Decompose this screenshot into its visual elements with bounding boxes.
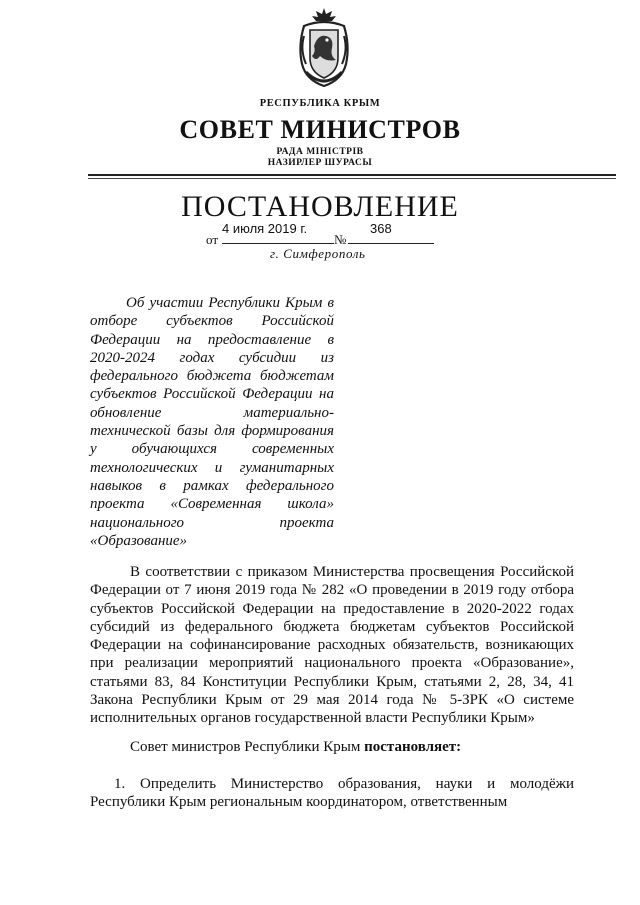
council-name-ukrainian: РАДА МІНІСТРІВ [276, 147, 364, 157]
preamble-paragraph: В соответствии с приказом Министерства просвещения Российской Федерации от 7 июня 2019 года № 282 «О проведении в 2019 году отбора субъектов Российской Федерации на предоставление в 2020-2022 годах субсидий из федерального бюджета бюджетам субъектов Российской Федерации на софинансирование расходных обязательств, возникающих при реализации мероприятий национального проекта «Образование», статьями 83, 84 Конституции Республики Крым, статьями 2, 28, 34, 41 Закона Республики Крым от 29 мая 2014 года № 5-ЗРК «О системе исполнительных органов государственной власти Республики Крым» [90, 564, 574, 727]
header-divider-thick [88, 174, 616, 176]
date-number-line [206, 222, 446, 246]
from-label: от [206, 232, 219, 247]
point-1-paragraph: 1. Определить Министерство образования, науки и молодёжи Республики Крым региональным координатором, ответственным [90, 776, 574, 811]
decree-subject: Об участии Республики Крым в отборе субъектов Российской Федерации на предоставление в 2020-2024 годах субсидии из федерального бюджета бюджетам субъектов Российской Федерации на обновление материально-технической базы для формирования у обучающихся современных технологических и гуманитарных навыков в рамках федерального проекта «Современная школа» национального проекта «Образование» [90, 295, 334, 549]
header-divider-thin [88, 178, 616, 179]
number-label: № [334, 232, 347, 247]
city: г. Симферополь [270, 246, 366, 261]
decree-date: 4 июля 2019 г. [222, 221, 308, 236]
crimea-coat-of-arms-icon [296, 6, 352, 90]
decree-number: 368 [370, 221, 392, 236]
resolution-paragraph [90, 738, 574, 756]
council-name: СОВЕТ МИНИСТРОВ [179, 115, 461, 144]
resolution-verb: постановляет: [364, 739, 462, 755]
council-name-crimean-tatar: НАЗИРЛЕР ШУРАСЫ [267, 158, 373, 168]
resolution-prefix: Совет министров Республики Крым [130, 739, 365, 755]
document-title: ПОСТАНОВЛЕНИЕ [181, 190, 459, 223]
number-underline [348, 243, 434, 244]
republic-name: РЕСПУБЛИКА КРЫМ [259, 98, 381, 109]
date-underline [222, 243, 334, 244]
